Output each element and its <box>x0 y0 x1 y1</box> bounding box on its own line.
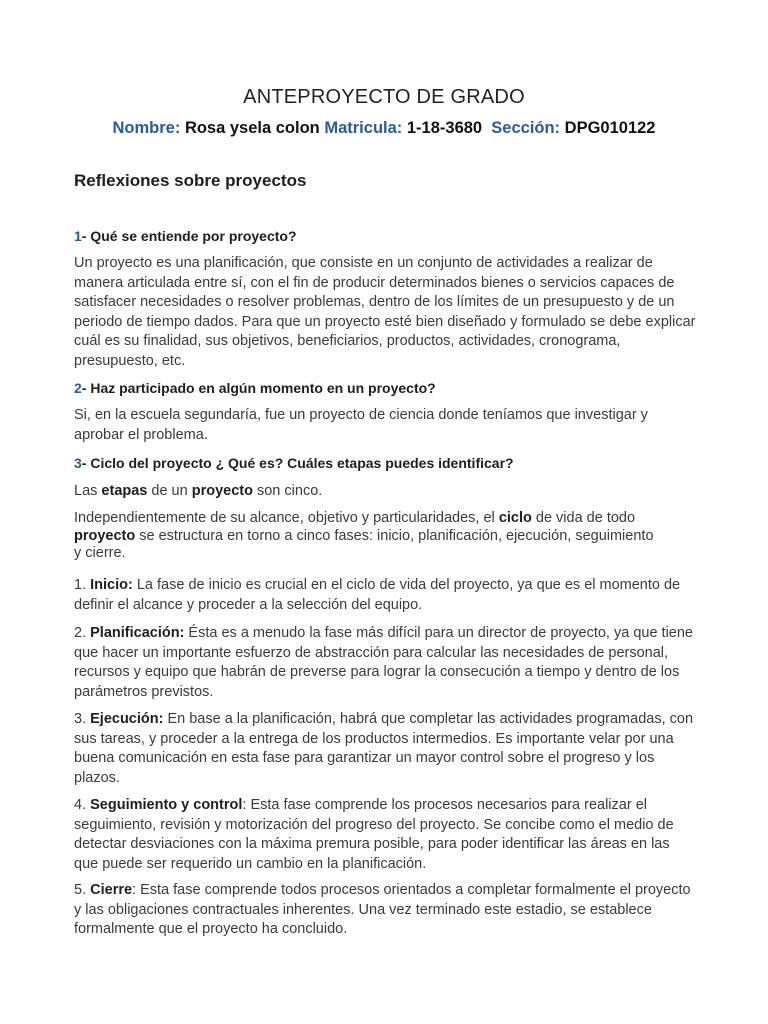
question-3-number: 3 <box>74 455 82 471</box>
para-bold-ciclo: ciclo <box>498 510 532 526</box>
seccion-label: Sección: <box>491 119 561 137</box>
intro-text-c: de un <box>147 483 192 499</box>
phase-name: Seguimiento y control <box>90 797 243 813</box>
intro-bold-proyecto: proyecto <box>191 483 253 499</box>
phase-name: Cierre <box>90 882 133 898</box>
seccion-value: DPG010122 <box>564 119 656 137</box>
phase-text: : Esta fase comprende los procesos necesarios para realizar el seguimiento, revisión y motorización del progreso del proyecto. Se concibe como el medio de detectar desviaciones con la máxima premura posible, para poder identificar las áreas en las que puede ser requerido un cambio en la planificación. <box>74 797 674 872</box>
para-bold-proyecto: proyecto <box>74 527 136 544</box>
phase-text: En base a la planificación, habrá que completar las actividades programadas, con sus tareas, y proceder a la entrega de los productos intermedios. Es importante velar por una buena comunicación en esta fase para garantizar un mayor control sobre el progreso y los plazos. <box>74 711 694 786</box>
matricula-value: 1-18-3680 <box>406 119 483 137</box>
intro-text-a: Las <box>74 483 102 499</box>
phase-item-5 <box>74 881 696 940</box>
nombre-label: Nombre: <box>112 119 181 137</box>
document-title: ANTEPROYECTO DE GRADO <box>243 86 525 108</box>
phase-number: 4. <box>74 797 91 813</box>
question-2 <box>74 380 436 396</box>
phase-number: 3. <box>74 711 91 727</box>
phase-number: 5. <box>74 882 91 898</box>
matricula-label: Matricula: <box>324 119 403 137</box>
question-2-text: - Haz participado en algún momento en un proyecto? <box>81 380 436 396</box>
question-1-number: 1 <box>74 228 82 244</box>
intro-text-e: son cinco. <box>252 483 323 499</box>
nombre-value: Rosa ysela colon <box>184 119 320 137</box>
phase-item-4 <box>74 796 696 874</box>
para-text-e: se estructura en torno a cinco fases: inicio, planificación, ejecución, seguimiento y cierre. <box>74 527 654 562</box>
phase-item-1 <box>74 576 696 615</box>
phase-text: Ésta es a menudo la fase más difícil para un director de proyecto, ya que tiene que hacer un importante esfuerzo de abstracción para calcular las necesidades de personal, recursos y equipo que habrán de preverse para lograr la consecución a tiempo y dentro de los parámetros previstos. <box>74 625 693 700</box>
phase-name: Inicio: <box>90 577 133 593</box>
phase-name: Planificación: <box>90 625 185 641</box>
para-text-a: Independientemente de su alcance, objetivo y particularidades, el <box>74 510 499 526</box>
answer-1: Un proyecto es una planificación, que consiste en un conjunto de actividades a realizar de manera articulada entre sí, con el fin de producir determinados bienes o servicios capaces de satisfacer necesidades o resolver problemas, dentro de los límites de un presupuesto y de un periodo de tiempo dados. Para que un proyecto esté bien diseñado y formulado se debe explicar cuál es su finalidad, sus objetivos, beneficiarios, productos, actividades, cronograma, presupuesto, etc. <box>74 255 696 369</box>
phase-number: 1. <box>74 577 91 593</box>
phase-text: : Esta fase comprende todos procesos orientados a completar formalmente el proyecto y las obligaciones contractuales inherentes. Una vez terminado este estadio, se establece formalmente que el proyecto ha concluido. <box>74 882 691 938</box>
student-info-line <box>0 119 768 138</box>
section-title: Reflexiones sobre proyectos <box>74 171 307 190</box>
intro-bold-etapas: etapas <box>101 483 148 499</box>
question-3 <box>74 455 514 471</box>
phases-intro <box>74 482 696 502</box>
answer-2: Si, en la escuela segundaría, fue un proyecto de ciencia donde teníamos que investigar y aprobar el problema. <box>74 407 648 443</box>
phase-number: 2. <box>74 625 91 641</box>
phases-paragraph <box>74 510 654 563</box>
question-3-text: - Ciclo del proyecto ¿ Qué es? Cuáles etapas puedes identificar? <box>81 455 514 471</box>
phase-text: La fase de inicio es crucial en el ciclo de vida del proyecto, ya que es el momento de definir el alcance y proceder a la selección del equipo. <box>74 577 681 613</box>
phase-name: Ejecución: <box>90 711 164 727</box>
phase-item-3 <box>74 710 696 788</box>
question-2-number: 2 <box>74 380 82 396</box>
question-1-text: - Qué se entiende por proyecto? <box>81 228 297 244</box>
para-text-c: de vida de todo <box>531 510 636 526</box>
question-1 <box>74 228 297 244</box>
phase-item-2 <box>74 624 696 702</box>
